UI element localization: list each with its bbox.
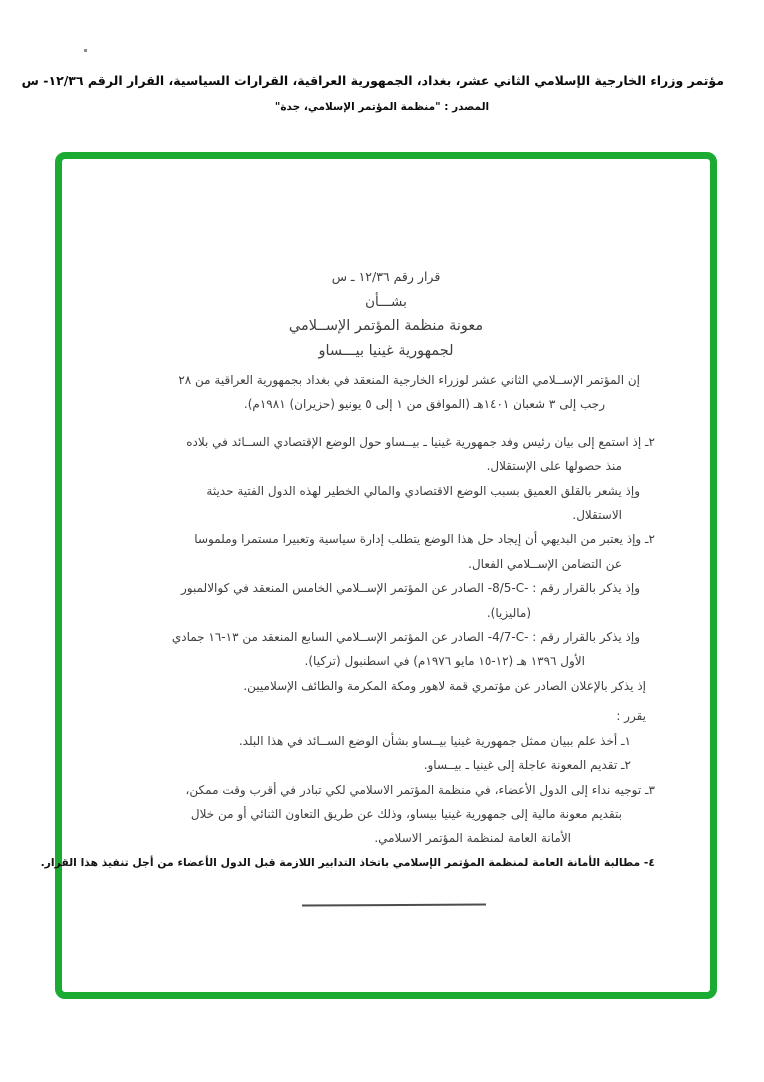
decision-item: ٣ـ توجيه نداء إلى الدول الأعضاء، في منظمة المؤتمر الاسلامي لكي تبادر في أقرب وقت ممكن، bbox=[185, 782, 655, 797]
document-line: وإذ يذكر بالقرار رقم : ‎-8/5-C-‎ الصادر عن المؤتمر الإســلامي الخامس المنعقد في كوالالمبور bbox=[181, 581, 640, 596]
resolution-title-block bbox=[62, 265, 710, 363]
document-line: منذ حصولها على الإستقلال. bbox=[486, 459, 622, 474]
resolution-number: قرار رقم ١٢/٣٦ ـ س bbox=[331, 269, 441, 284]
regarding-label: بشـــأن bbox=[365, 293, 407, 310]
signature-line bbox=[302, 904, 486, 907]
document-line: وإذ يشعر بالقلق العميق بسبب الوضع الاقتصادي والمالي الخطير لهذه الدول الفتية حديثة bbox=[206, 483, 640, 498]
document-line: عن التضامن الإســلامي الفعال. bbox=[468, 556, 622, 571]
decision-item: ١ـ أخذ علم ببيان ممثل جمهورية غينيا بيــساو بشأن الوضع الســائد في هذا البلد. bbox=[238, 733, 631, 748]
document-line: ٢ـ وإذ يعتبر من البديهي أن إيجاد حل هذا الوضع يتطلب إدارة سياسية وتعبيرا مستمرا وملموسا bbox=[194, 532, 655, 547]
document-line: الأول ١٣٩٦ هـ (١٢-١٥ مايو ١٩٧٦م) في اسطنبول (تركيا). bbox=[304, 654, 585, 669]
decision-item: ٤- مطالبة الأمانة العامة لمنظمة المؤتمر الإسلامي باتخاذ التدابير اللازمة قبل الدول الأعضاء من أجل تنفيذ هذا القرار. bbox=[40, 855, 655, 869]
document-line: وإذ يذكر بالقرار رقم : ‎-4/7-C-‎ الصادر عن المؤتمر الإســلامي السابع المنعقد من ١٣-١٦ جمادي bbox=[171, 630, 640, 645]
decision-item: بتقديم معونة مالية إلى جمهورية غينيا بيساو، وذلك عن طريق التعاون الثنائي أو من خلال bbox=[190, 806, 622, 821]
resolution-beneficiary: لجمهورية غينيا بيـــساو bbox=[318, 342, 454, 359]
document-line: إن المؤتمر الإســلامي الثاني عشر لوزراء الخارجية المنعقد في بغداد بجمهورية العراقية من ٢٨ bbox=[178, 373, 640, 387]
scan-speck bbox=[84, 49, 87, 52]
header-title: مؤتمر وزراء الخارجية الإسلامي الثاني عشر، بغداد، الجمهورية العراقية، القرارات السياسية، القرار الرقم ١٢/٣٦- س bbox=[21, 73, 724, 88]
decision-item: ٢ـ تقديم المعونة عاجلة إلى غينيا ـ بيــساو. bbox=[423, 758, 631, 773]
document-line: (ماليزيا). bbox=[486, 605, 531, 620]
header-source: المصدر : "منظمة المؤتمر الإسلامي، جدة" bbox=[274, 101, 490, 113]
document-line: ٢ـ إذ استمع إلى بيان رئيس وفد جمهورية غينيا ـ بيــساو حول الوضع الإقتصادي الســائد في بلاده bbox=[186, 434, 655, 449]
document-line: رجب إلى ٣ شعبان ١٤٠١هـ (الموافق من ١ إلى ٥ يونيو (حزيران) ١٩٨١م). bbox=[243, 397, 605, 412]
document-line: إذ يذكر بالإعلان الصادر عن مؤتمري قمة لاهور ومكة المكرمة والطائف الإسلاميين. bbox=[243, 678, 646, 693]
decision-item: الأمانة العامة لمنظمة المؤتمر الاسلامي. bbox=[374, 831, 571, 846]
resolution-subject: معونة منظمة المؤتمر الإســلامي bbox=[288, 318, 484, 334]
decides-label: يقرر : bbox=[616, 709, 646, 724]
resolution-body bbox=[40, 368, 655, 875]
scanned-document-frame bbox=[40, 152, 717, 999]
document-line: الاستقلال. bbox=[572, 508, 622, 523]
